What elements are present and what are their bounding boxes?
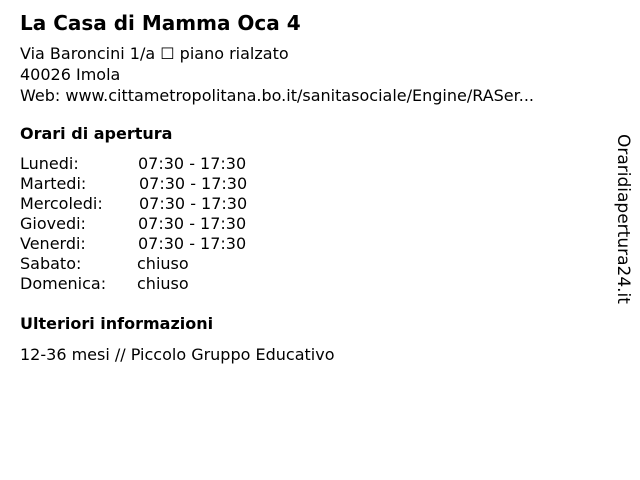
time-value: chiuso — [137, 254, 189, 273]
time-value: 07:30 - 17:30 — [138, 154, 247, 173]
day-label: Giovedi: — [20, 214, 86, 233]
further-info-text: 12-36 mesi // Piccolo Gruppo Educativo — [20, 345, 335, 364]
address-web[interactable]: Web: www.cittametropolitana.bo.it/sanitasociale/Engine/RASer... — [20, 86, 535, 105]
address-block — [20, 43, 534, 106]
day-label: Domenica: — [20, 274, 107, 293]
time-value: 07:30 - 17:30 — [139, 174, 248, 193]
day-label: Venerdi: — [20, 234, 86, 253]
day-label: Martedi: — [20, 174, 87, 193]
day-label: Mercoledi: — [20, 194, 103, 213]
page-title: La Casa di Mamma Oca 4 — [20, 11, 301, 35]
time-value: chiuso — [137, 274, 189, 293]
brand-text: Oraridiapertura24.it — [613, 134, 633, 304]
time-value: 07:30 - 17:30 — [138, 234, 247, 253]
opening-hours-heading: Orari di apertura — [20, 124, 173, 143]
address-city: 40026 Imola — [20, 65, 121, 84]
time-value: 07:30 - 17:30 — [139, 194, 248, 213]
address-street: Via Baroncini 1/a ☐ piano rialzato — [20, 44, 289, 63]
further-info-heading: Ulteriori informazioni — [20, 314, 214, 333]
day-label: Lunedi: — [20, 154, 79, 173]
brand-watermark — [612, 134, 634, 308]
time-value: 07:30 - 17:30 — [138, 214, 247, 233]
day-label: Sabato: — [20, 254, 82, 273]
